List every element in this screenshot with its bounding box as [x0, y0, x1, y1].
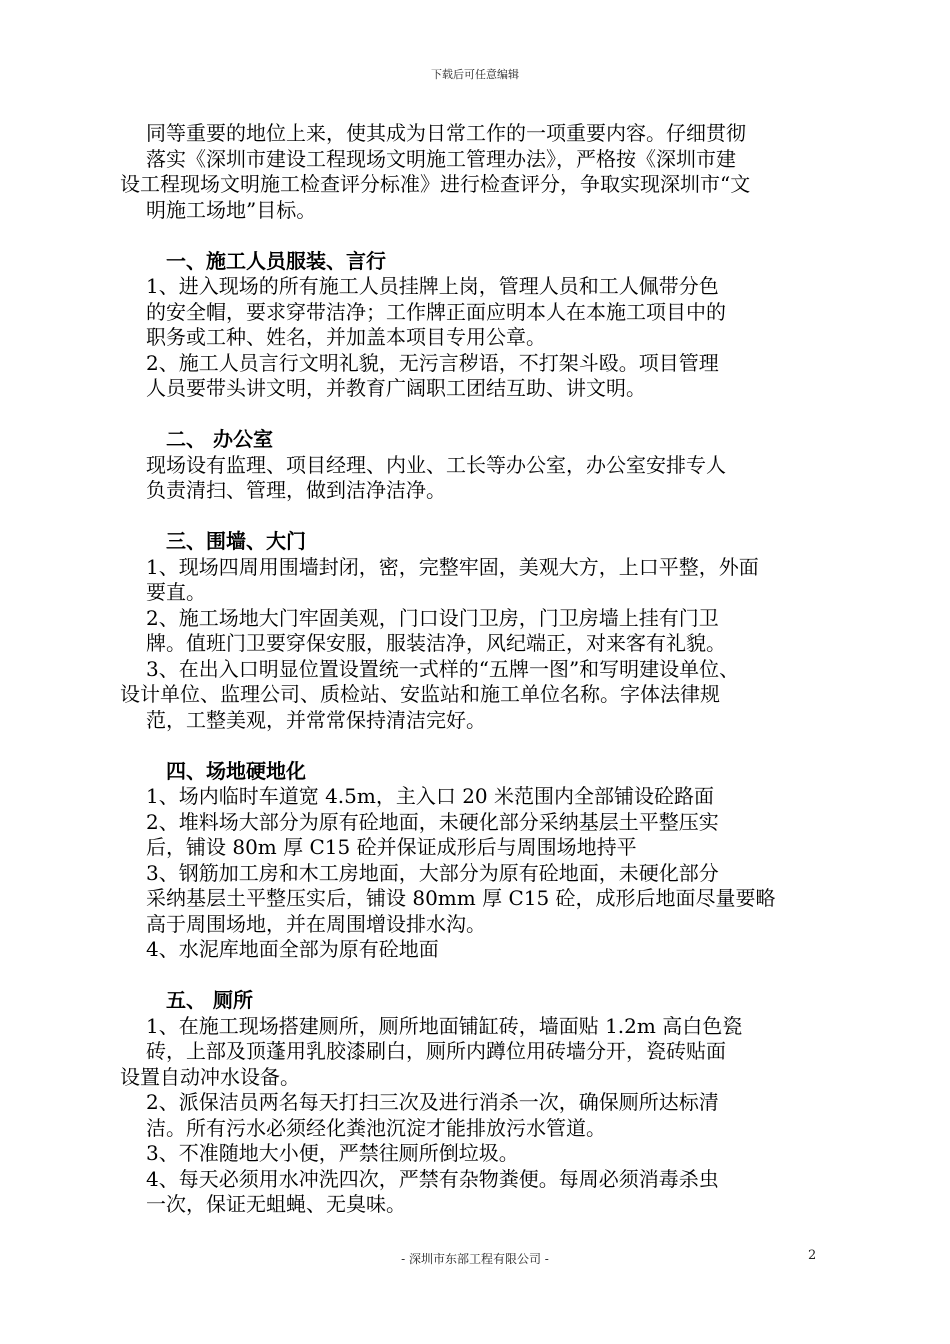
section-heading: 一、施工人员服装、言行: [166, 248, 386, 273]
section-heading: 四、场地硬地化: [166, 758, 306, 783]
section-heading: 五、 厕所: [166, 988, 253, 1012]
body-line: 要直。: [146, 580, 206, 604]
body-line: 同等重要的地位上来，使其成为日常工作的一项重要内容。仔细贯彻: [146, 121, 746, 145]
page-header: 下载后可任意编辑: [431, 68, 519, 81]
body-line: 2、施工人员言行文明礼貌，无污言秽语，不打架斗殴。项目管理: [146, 350, 719, 375]
body-line: 1、进入现场的所有施工人员挂牌上岗，管理人员和工人佩带分色: [146, 274, 719, 298]
body-line: 高于周围场地，并在周围增设排水沟。: [146, 911, 486, 936]
body-line: 1、在施工现场搭建厕所，厕所地面铺缸砖，墙面贴 1.2m 高白色瓷: [146, 1013, 743, 1038]
body-line: 1、场内临时车道宽 4.5m，主入口 20 米范围内全部铺设砼路面: [146, 784, 715, 808]
body-line: 2、派保洁员两名每天打扫三次及进行消杀一次，确保厕所达标清: [146, 1090, 719, 1114]
body-line: 3、在出入口明显位置设置统一式样的“五牌一图”和写明建设单位、: [146, 656, 740, 681]
body-line: 职务或工种、姓名，并加盖本项目专用公章。: [146, 325, 546, 349]
body-line: 采纳基层土平整压实后，铺设 80mm 厚 C15 砼，成形后地面尽量要略: [146, 886, 776, 910]
body-line: 人员要带头讲文明，并教育广阔职工团结互助、讲文明。: [146, 376, 646, 400]
body-line: 负责清扫、管理，做到洁净洁净。: [146, 478, 446, 502]
body-line: 4、水泥库地面全部为原有砼地面: [146, 937, 439, 961]
body-line: 明施工场地”目标。: [146, 197, 317, 222]
body-line: 牌。值班门卫要穿保安服，服装洁净，风纪端正，对来客有礼貌。: [146, 631, 726, 655]
body-line: 3、钢筋加工房和木工房地面，大部分为原有砼地面，未硬化部分: [146, 860, 719, 885]
body-line: 设计单位、监理公司、质检站、安监站和施工单位名称。字体法律规: [120, 682, 720, 706]
body-line: 4、每天必须用水冲洗四次，严禁有杂物粪便。每周必须消毒杀虫: [146, 1166, 719, 1191]
body-line: 设工程现场文明施工检查评分标准》进行检查评分，争取实现深圳市“文: [120, 172, 751, 196]
page-number: 2: [808, 1248, 817, 1263]
body-line: 一次，保证无蛆蝇、无臭味。: [146, 1192, 406, 1216]
body-line: 洁。所有污水必须经化粪池沉淀才能排放污水管道。: [146, 1115, 606, 1140]
body-line: 现场设有监理、项目经理、内业、工长等办公室，办公室安排专人: [146, 452, 726, 477]
body-line: 落实《深圳市建设工程现场文明施工管理办法》，严格按《深圳市建: [146, 146, 736, 171]
body-line: 2、施工场地大门牢固美观，门口设门卫房，门卫房墙上挂有门卫: [146, 605, 719, 630]
body-line: 3、不准随地大小便，严禁往厕所倒垃圾。: [146, 1141, 519, 1165]
body-line: 范，工整美观，并常常保持清洁完好。: [146, 707, 486, 732]
body-line: 2、堆料场大部分为原有砼地面，未硬化部分采纳基层土平整压实: [146, 809, 719, 834]
body-line: 砖，上部及顶蓬用乳胶漆刷白，厕所内蹲位用砖墙分开，瓷砖贴面: [146, 1039, 726, 1063]
body-line: 后，铺设 80m 厚 C15 砼并保证成形后与周围场地持平: [146, 835, 637, 859]
body-line: 设置自动冲水设备。: [120, 1064, 300, 1089]
document-body: [120, 121, 840, 1218]
page-footer: - 深圳市东部工程有限公司 -: [401, 1252, 549, 1266]
body-line: 的安全帽，要求穿带洁净；工作牌正面应明本人在本施工项目中的: [146, 299, 726, 324]
section-heading: 二、 办公室: [166, 427, 273, 451]
body-line: 1、现场四周用围墙封闭，密，完整牢固，美观大方，上口平整，外面: [146, 554, 759, 579]
section-heading: 三、围墙、大门: [166, 529, 306, 553]
